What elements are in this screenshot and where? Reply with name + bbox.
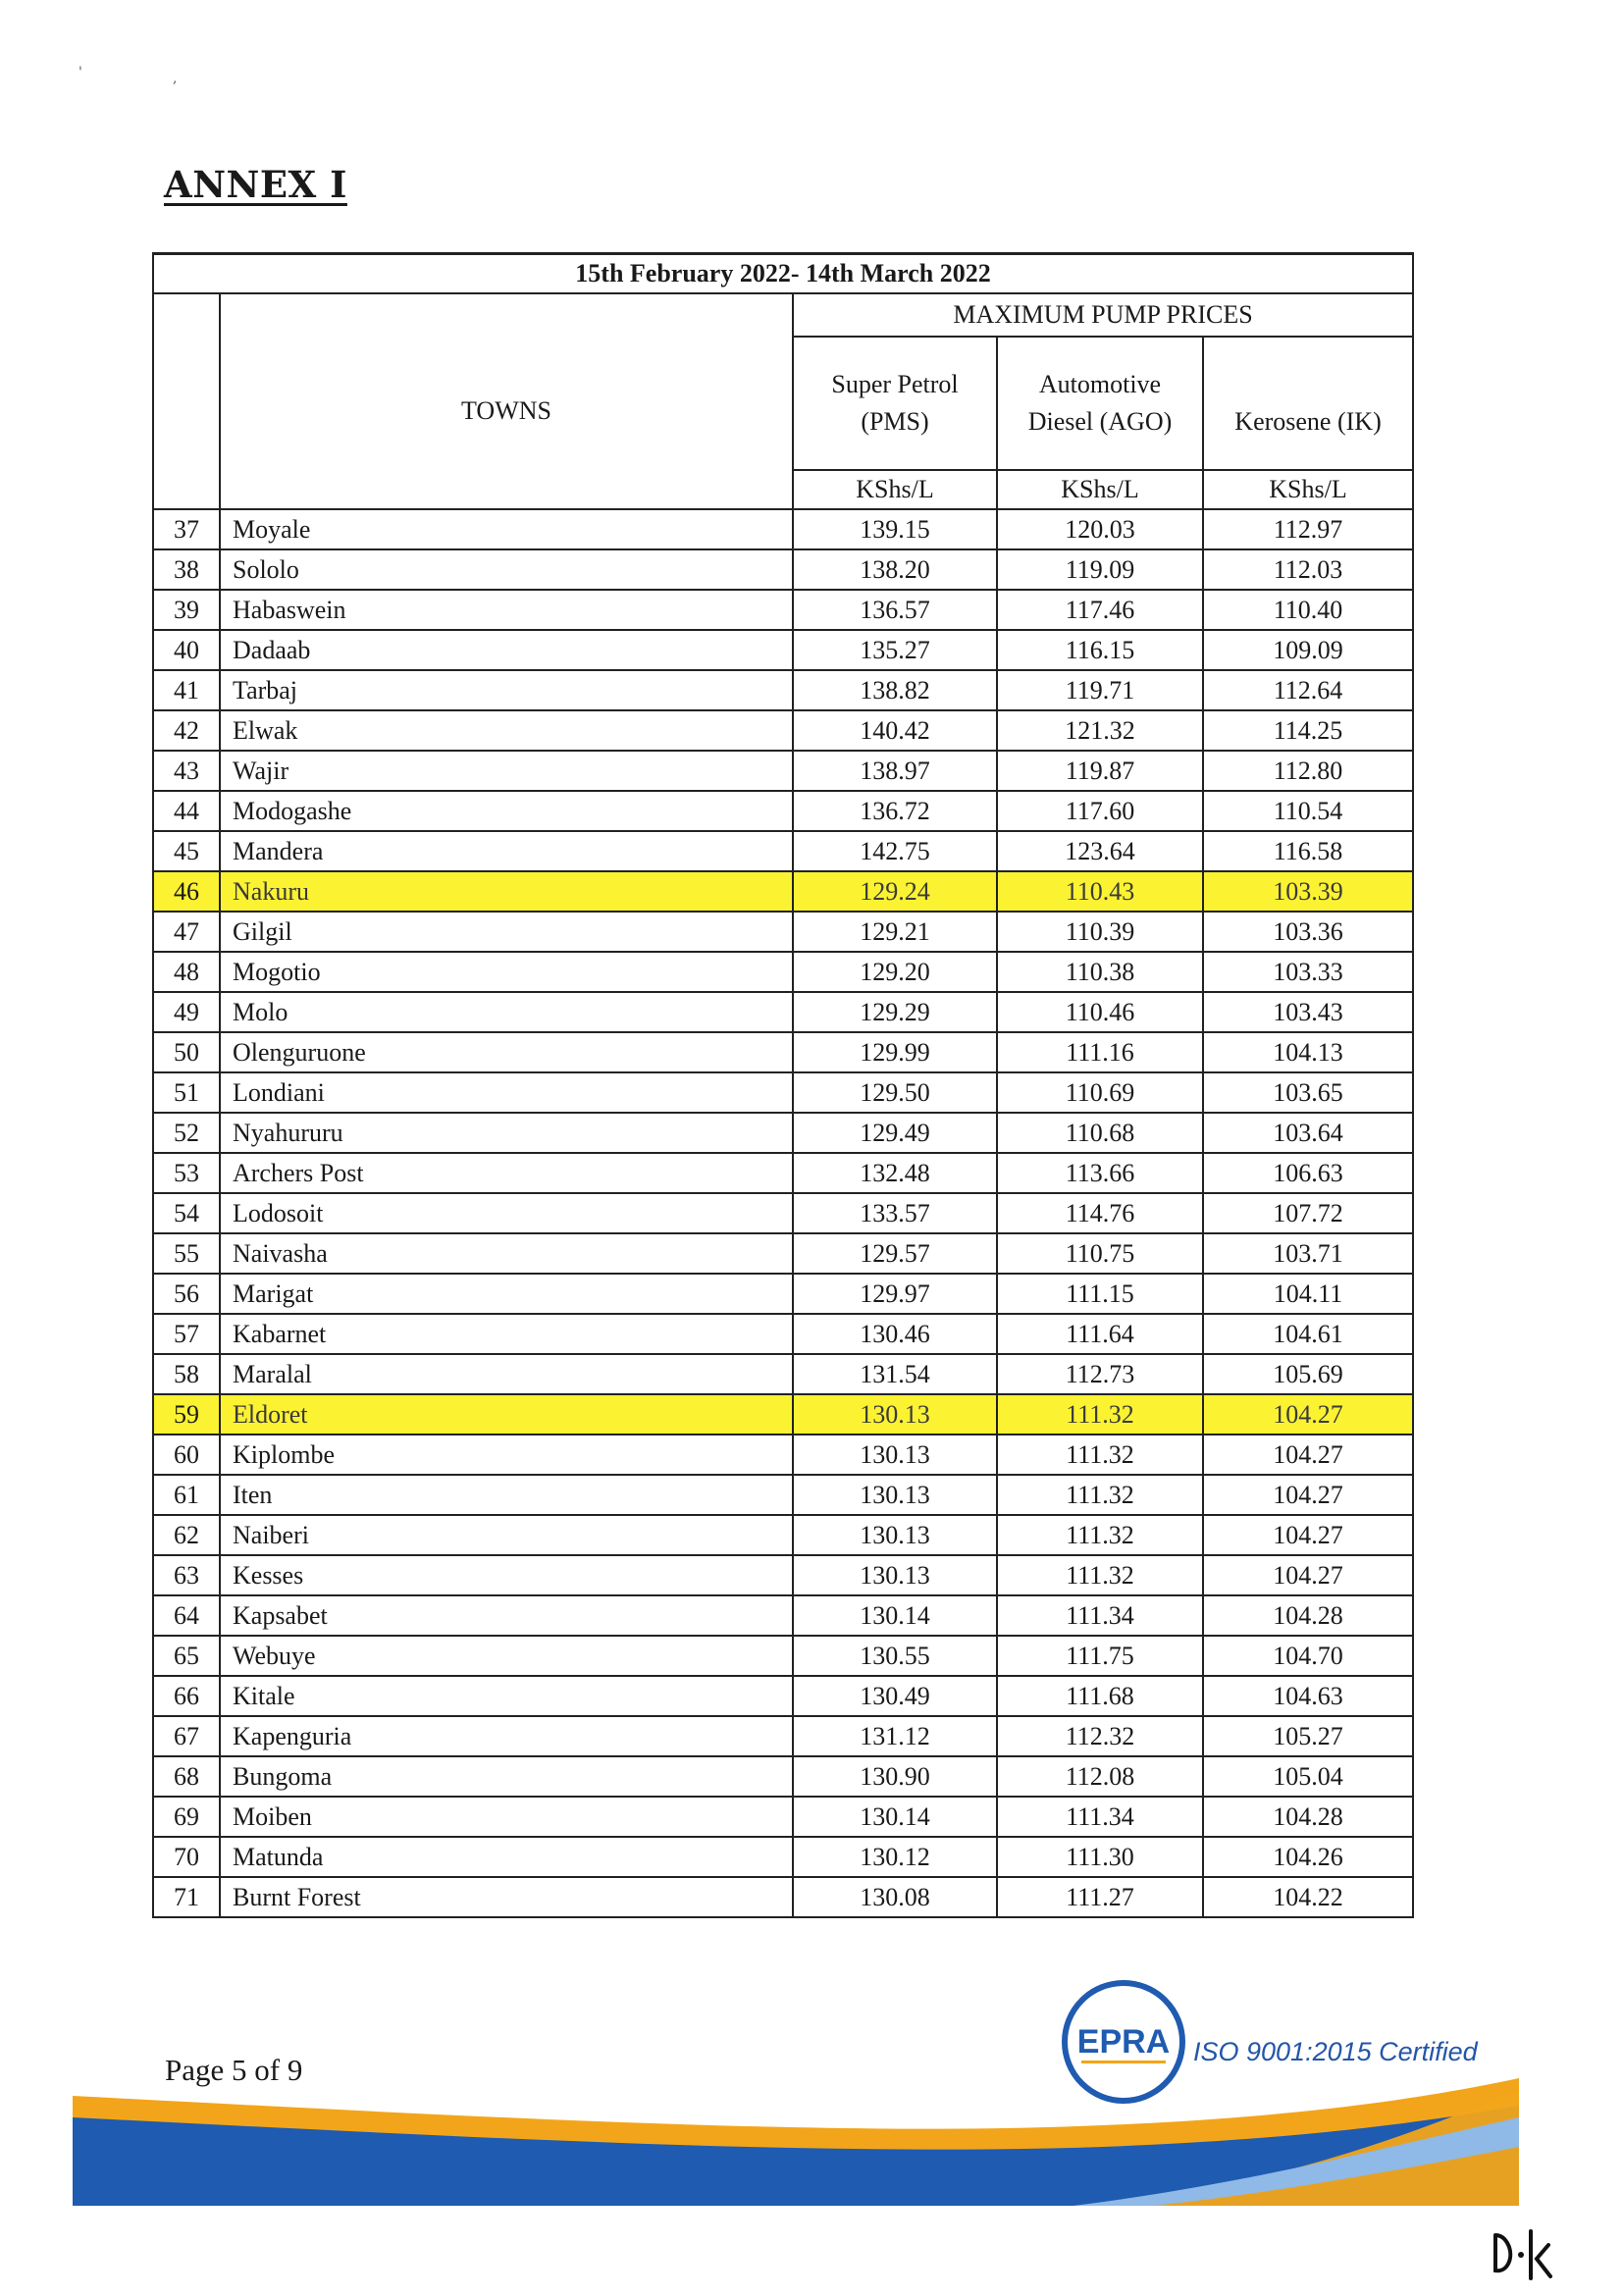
row-number: 45	[153, 831, 220, 871]
price-pms: 130.90	[793, 1756, 997, 1797]
town-name: Tarbaj	[220, 670, 793, 710]
price-ago: 111.75	[997, 1636, 1203, 1676]
table-row	[153, 1113, 1413, 1153]
town-name: Archers Post	[220, 1153, 793, 1193]
footer-wave-banner	[73, 2078, 1519, 2206]
row-number: 61	[153, 1475, 220, 1515]
table-row	[153, 1555, 1413, 1595]
table-row	[153, 1274, 1413, 1314]
row-number: 49	[153, 992, 220, 1032]
product-name-line2: (PMS)	[861, 407, 929, 436]
table-row	[153, 1676, 1413, 1716]
price-ik: 104.61	[1203, 1314, 1413, 1354]
town-name: Mogotio	[220, 952, 793, 992]
table-row	[153, 1877, 1413, 1917]
price-ago: 110.75	[997, 1233, 1203, 1274]
price-ago: 119.87	[997, 751, 1203, 791]
table-row	[153, 1475, 1413, 1515]
row-number: 41	[153, 670, 220, 710]
price-ik: 110.40	[1203, 590, 1413, 630]
price-pms: 130.14	[793, 1595, 997, 1636]
price-ago: 116.15	[997, 630, 1203, 670]
price-ik: 104.28	[1203, 1797, 1413, 1837]
row-number: 44	[153, 791, 220, 831]
price-ik: 104.11	[1203, 1274, 1413, 1314]
price-ago: 117.46	[997, 590, 1203, 630]
scan-speck: ,	[173, 71, 178, 86]
price-ago: 110.68	[997, 1113, 1203, 1153]
table-row	[153, 992, 1413, 1032]
table-row	[153, 1314, 1413, 1354]
price-ago: 123.64	[997, 831, 1203, 871]
row-number: 43	[153, 751, 220, 791]
table-row	[153, 509, 1413, 549]
row-number: 52	[153, 1113, 220, 1153]
row-number: 66	[153, 1676, 220, 1716]
row-number: 57	[153, 1314, 220, 1354]
price-pms: 136.72	[793, 791, 997, 831]
table-row	[153, 1072, 1413, 1113]
table-row	[153, 791, 1413, 831]
table-row	[153, 1193, 1413, 1233]
price-ik: 103.65	[1203, 1072, 1413, 1113]
table-row	[153, 590, 1413, 630]
row-number: 46	[153, 871, 220, 912]
unit-header-pms: KShs/L	[793, 470, 997, 509]
price-ago: 110.39	[997, 912, 1203, 952]
price-ik: 103.36	[1203, 912, 1413, 952]
price-ik: 104.28	[1203, 1595, 1413, 1636]
town-name: Kabarnet	[220, 1314, 793, 1354]
table-row	[153, 1233, 1413, 1274]
price-ik: 114.25	[1203, 710, 1413, 751]
max-pump-prices-header: MAXIMUM PUMP PRICES	[793, 293, 1413, 337]
row-number-header	[153, 293, 220, 509]
price-pms: 136.57	[793, 590, 997, 630]
price-ik: 104.70	[1203, 1636, 1413, 1676]
price-ik: 112.03	[1203, 549, 1413, 590]
product-header-pms	[793, 337, 997, 470]
towns-header: TOWNS	[220, 293, 793, 509]
price-pms: 142.75	[793, 831, 997, 871]
town-name: Wajir	[220, 751, 793, 791]
row-number: 60	[153, 1435, 220, 1475]
town-name: Olenguruone	[220, 1032, 793, 1072]
town-name: Dadaab	[220, 630, 793, 670]
row-number: 56	[153, 1274, 220, 1314]
row-number: 58	[153, 1354, 220, 1394]
price-ik: 103.33	[1203, 952, 1413, 992]
price-ago: 119.71	[997, 670, 1203, 710]
row-number: 40	[153, 630, 220, 670]
row-number: 48	[153, 952, 220, 992]
price-pms: 130.13	[793, 1555, 997, 1595]
price-pms: 130.13	[793, 1515, 997, 1555]
town-name: Eldoret	[220, 1394, 793, 1435]
row-number: 50	[153, 1032, 220, 1072]
town-name: Mandera	[220, 831, 793, 871]
price-pms: 129.50	[793, 1072, 997, 1113]
row-number: 71	[153, 1877, 220, 1917]
price-pms: 129.57	[793, 1233, 997, 1274]
table-row	[153, 1435, 1413, 1475]
price-ago: 119.09	[997, 549, 1203, 590]
price-pms: 130.13	[793, 1435, 997, 1475]
town-name: Kesses	[220, 1555, 793, 1595]
town-name: Nyahururu	[220, 1113, 793, 1153]
price-pms: 139.15	[793, 509, 997, 549]
price-ago: 111.32	[997, 1435, 1203, 1475]
price-ago: 112.08	[997, 1756, 1203, 1797]
price-ik: 116.58	[1203, 831, 1413, 871]
table-row	[153, 912, 1413, 952]
price-pms: 138.20	[793, 549, 997, 590]
town-name: Lodosoit	[220, 1193, 793, 1233]
table-row	[153, 1595, 1413, 1636]
table-row	[153, 1716, 1413, 1756]
price-ik: 105.04	[1203, 1756, 1413, 1797]
town-name: Maralal	[220, 1354, 793, 1394]
price-pms: 138.82	[793, 670, 997, 710]
table-row	[153, 1394, 1413, 1435]
town-name: Naivasha	[220, 1233, 793, 1274]
price-ik: 112.97	[1203, 509, 1413, 549]
town-name: Iten	[220, 1475, 793, 1515]
price-pms: 130.12	[793, 1837, 997, 1877]
price-ago: 114.76	[997, 1193, 1203, 1233]
town-name: Moiben	[220, 1797, 793, 1837]
town-name: Elwak	[220, 710, 793, 751]
price-pms: 129.21	[793, 912, 997, 952]
row-number: 69	[153, 1797, 220, 1837]
row-number: 51	[153, 1072, 220, 1113]
town-name: Webuye	[220, 1636, 793, 1676]
period-header: 15th February 2022- 14th March 2022	[153, 254, 1413, 294]
table-row	[153, 1636, 1413, 1676]
row-number: 67	[153, 1716, 220, 1756]
row-number: 70	[153, 1837, 220, 1877]
price-ago: 111.16	[997, 1032, 1203, 1072]
price-ago: 110.69	[997, 1072, 1203, 1113]
town-name: Modogashe	[220, 791, 793, 831]
price-ik: 106.63	[1203, 1153, 1413, 1193]
price-ik: 112.64	[1203, 670, 1413, 710]
price-pms: 135.27	[793, 630, 997, 670]
price-ago: 117.60	[997, 791, 1203, 831]
town-name: Matunda	[220, 1837, 793, 1877]
price-pms: 132.48	[793, 1153, 997, 1193]
price-ago: 111.64	[997, 1314, 1203, 1354]
price-ago: 111.32	[997, 1555, 1203, 1595]
price-pms: 129.49	[793, 1113, 997, 1153]
town-name: Londiani	[220, 1072, 793, 1113]
town-name: Kiplombe	[220, 1435, 793, 1475]
price-pms: 130.13	[793, 1394, 997, 1435]
table-row	[153, 549, 1413, 590]
table-row	[153, 1032, 1413, 1072]
epra-logo-text: EPRA	[1076, 2023, 1171, 2061]
product-name-line1: Super Petrol	[831, 370, 959, 398]
price-ago: 111.27	[997, 1877, 1203, 1917]
price-ik: 104.27	[1203, 1475, 1413, 1515]
table-row	[153, 831, 1413, 871]
price-ik: 104.13	[1203, 1032, 1413, 1072]
price-pms: 130.46	[793, 1314, 997, 1354]
price-ago: 111.32	[997, 1394, 1203, 1435]
price-ago: 113.66	[997, 1153, 1203, 1193]
price-ago: 110.43	[997, 871, 1203, 912]
price-ago: 111.68	[997, 1676, 1203, 1716]
price-ago: 121.32	[997, 710, 1203, 751]
price-pms: 138.97	[793, 751, 997, 791]
product-name-line1: Automotive	[1038, 370, 1162, 398]
row-number: 53	[153, 1153, 220, 1193]
table-row	[153, 1515, 1413, 1555]
town-name: Sololo	[220, 549, 793, 590]
row-number: 59	[153, 1394, 220, 1435]
price-ik: 103.71	[1203, 1233, 1413, 1274]
pump-price-table	[152, 252, 1414, 1918]
town-name: Moyale	[220, 509, 793, 549]
row-number: 37	[153, 509, 220, 549]
price-ik: 104.27	[1203, 1394, 1413, 1435]
row-number: 68	[153, 1756, 220, 1797]
price-pms: 129.24	[793, 871, 997, 912]
price-ago: 111.30	[997, 1837, 1203, 1877]
town-name: Molo	[220, 992, 793, 1032]
price-ik: 107.72	[1203, 1193, 1413, 1233]
price-pms: 130.08	[793, 1877, 997, 1917]
table-row	[153, 1797, 1413, 1837]
town-name: Naiberi	[220, 1515, 793, 1555]
price-ik: 104.26	[1203, 1837, 1413, 1877]
town-name: Nakuru	[220, 871, 793, 912]
unit-header-ik: KShs/L	[1203, 470, 1413, 509]
table-row	[153, 630, 1413, 670]
price-pms: 130.49	[793, 1676, 997, 1716]
price-ik: 104.27	[1203, 1515, 1413, 1555]
iso-certification: ISO 9001:2015 Certified	[1193, 2037, 1478, 2066]
page-number: Page 5 of 9	[165, 2053, 303, 2087]
row-number: 38	[153, 549, 220, 590]
price-ik: 104.63	[1203, 1676, 1413, 1716]
price-ago: 110.38	[997, 952, 1203, 992]
price-ago: 120.03	[997, 509, 1203, 549]
price-ik: 109.09	[1203, 630, 1413, 670]
price-ik: 105.69	[1203, 1354, 1413, 1394]
price-ik: 104.22	[1203, 1877, 1413, 1917]
price-pms: 131.12	[793, 1716, 997, 1756]
row-number: 63	[153, 1555, 220, 1595]
row-number: 64	[153, 1595, 220, 1636]
table-row	[153, 751, 1413, 791]
row-number: 42	[153, 710, 220, 751]
scan-speck: '	[79, 65, 82, 80]
price-ago: 112.73	[997, 1354, 1203, 1394]
price-ik: 103.64	[1203, 1113, 1413, 1153]
table-row	[153, 952, 1413, 992]
table-row	[153, 1153, 1413, 1193]
row-number: 62	[153, 1515, 220, 1555]
table-row	[153, 871, 1413, 912]
product-name-line1	[1204, 366, 1412, 403]
price-ago: 112.32	[997, 1716, 1203, 1756]
town-name: Gilgil	[220, 912, 793, 952]
price-ago: 111.32	[997, 1475, 1203, 1515]
product-header-ago	[997, 337, 1203, 470]
price-pms: 129.99	[793, 1032, 997, 1072]
town-name: Burnt Forest	[220, 1877, 793, 1917]
table-row	[153, 670, 1413, 710]
price-pms: 140.42	[793, 710, 997, 751]
row-number: 55	[153, 1233, 220, 1274]
price-ago: 111.34	[997, 1797, 1203, 1837]
town-name: Habaswein	[220, 590, 793, 630]
price-ik: 112.80	[1203, 751, 1413, 791]
table-row	[153, 1756, 1413, 1797]
handwritten-initials	[1488, 2225, 1556, 2284]
town-name: Kitale	[220, 1676, 793, 1716]
price-pms: 133.57	[793, 1193, 997, 1233]
price-ago: 111.15	[997, 1274, 1203, 1314]
town-name: Kapenguria	[220, 1716, 793, 1756]
town-name: Kapsabet	[220, 1595, 793, 1636]
price-ago: 111.32	[997, 1515, 1203, 1555]
price-ik: 103.39	[1203, 871, 1413, 912]
price-pms: 129.97	[793, 1274, 997, 1314]
product-name-line2: Diesel (AGO)	[1027, 407, 1173, 436]
price-pms: 130.13	[793, 1475, 997, 1515]
row-number: 54	[153, 1193, 220, 1233]
price-ago: 111.34	[997, 1595, 1203, 1636]
price-ik: 105.27	[1203, 1716, 1413, 1756]
price-ago: 110.46	[997, 992, 1203, 1032]
product-name-line2: Kerosene (IK)	[1234, 407, 1382, 436]
table-row	[153, 1837, 1413, 1877]
price-pms: 130.55	[793, 1636, 997, 1676]
price-ik: 103.43	[1203, 992, 1413, 1032]
table-row	[153, 1354, 1413, 1394]
row-number: 39	[153, 590, 220, 630]
table-row	[153, 710, 1413, 751]
price-ik: 104.27	[1203, 1435, 1413, 1475]
unit-header-ago: KShs/L	[997, 470, 1203, 509]
price-pms: 129.29	[793, 992, 997, 1032]
row-number: 65	[153, 1636, 220, 1676]
price-ik: 110.54	[1203, 791, 1413, 831]
price-ik: 104.27	[1203, 1555, 1413, 1595]
annex-heading: ANNEX I	[164, 163, 347, 206]
price-pms: 129.20	[793, 952, 997, 992]
price-pms: 130.14	[793, 1797, 997, 1837]
town-name: Marigat	[220, 1274, 793, 1314]
price-pms: 131.54	[793, 1354, 997, 1394]
product-header-ik	[1203, 337, 1413, 470]
town-name: Bungoma	[220, 1756, 793, 1797]
price-rows	[153, 509, 1413, 1917]
row-number: 47	[153, 912, 220, 952]
